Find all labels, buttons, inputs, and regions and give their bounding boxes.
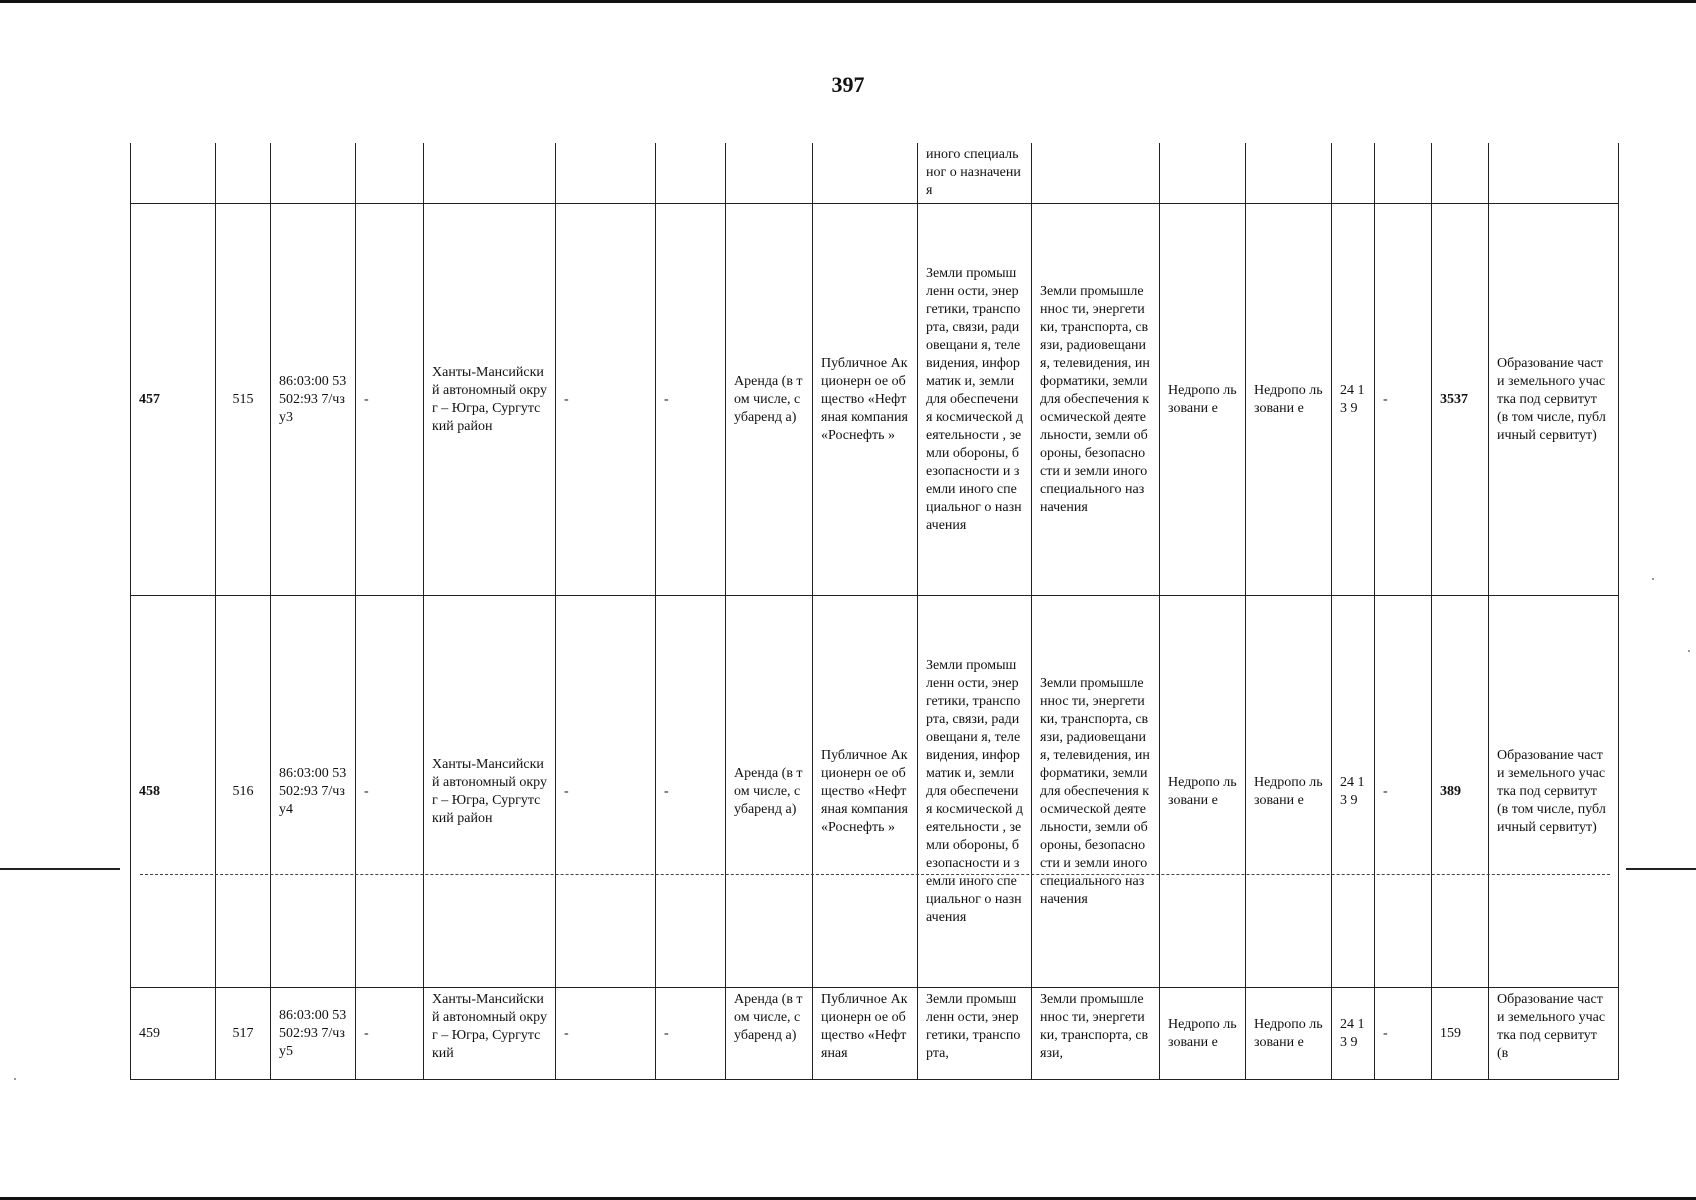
cell-num: 459 [131, 988, 216, 1080]
cell-category: Земли промышленн ости, энергетики, транспорта, связи, радиовещани я, телевидения, информатик и, земли для обеспечения космической деятельности , земли обороны, безопасности и земли иного специальног о назначения [918, 204, 1032, 596]
cell-c4: - [356, 988, 424, 1080]
cell-area: 159 [1432, 988, 1489, 1080]
cell-id: 517 [216, 988, 271, 1080]
cell-location: Ханты-Мансийский автономный округ – Югра, Сургутский район [424, 204, 556, 596]
cell-location: Ханты-Мансийский автономный округ – Югра, Сургутский [424, 988, 556, 1080]
cell-use2: Недропо льзовани е [1246, 988, 1332, 1080]
cell-right-type [726, 143, 813, 204]
cell-holder: Публичное Акционерн ое общество «Нефтяная компания «Роснефть » [813, 596, 918, 988]
cell-category2: Земли промышленнос ти, энергетики, транспорта, связи, радиовещания, телевидения, информатики, земли для обеспечения космической деятельности, земли обороны, безопасности и земли иного специального назначения [1032, 596, 1160, 988]
cell-c6: - [556, 596, 656, 988]
cell-location [424, 143, 556, 204]
land-plots-table [130, 143, 1619, 1080]
scan-speck [1688, 650, 1690, 652]
cell-num: 457 [131, 204, 216, 596]
cell-location: Ханты-Мансийский автономный округ – Югра, Сургутский район [424, 596, 556, 988]
cell-c14: 24 13 9 [1332, 988, 1375, 1080]
cell-num: 458 [131, 596, 216, 988]
cell-purpose [1489, 143, 1619, 204]
cell-c15: - [1375, 988, 1432, 1080]
cell-category2: Земли промышленнос ти, энергетики, транспорта, связи, [1032, 988, 1160, 1080]
cell-c15: - [1375, 204, 1432, 596]
cell-purpose: Образование части земельного участка под сервитут (в том числе, публичный сервитут) [1489, 596, 1619, 988]
cell-purpose: Образование части земельного участка под сервитут (в том числе, публичный сервитут) [1489, 204, 1619, 596]
cell-use1 [1160, 143, 1246, 204]
cell-c4: - [356, 204, 424, 596]
cell-holder: Публичное Акционерн ое общество «Нефтяная компания «Роснефть » [813, 204, 918, 596]
cell-c7: - [656, 988, 726, 1080]
cell-use1: Недропо льзовани е [1160, 596, 1246, 988]
cell-c14: 24 13 9 [1332, 204, 1375, 596]
cell-category: Земли промышленн ости, энергетики, транспорта, связи, радиовещани я, телевидения, информатик и, земли для обеспечения космической деятельности , земли обороны, безопасности и земли иного специальног о назначения [918, 596, 1032, 988]
cell-purpose: Образование части земельного участка под сервитут (в [1489, 988, 1619, 1080]
table-row [131, 204, 1619, 596]
cell-category: Земли промышленн ости, энергетики, транспорта, [918, 988, 1032, 1080]
cell-right-type: Аренда (в том числе, субаренд а) [726, 596, 813, 988]
cell-c6: - [556, 204, 656, 596]
cell-c4: - [356, 596, 424, 988]
cell-c7 [656, 143, 726, 204]
cell-right-type: Аренда (в том числе, субаренд а) [726, 204, 813, 596]
cell-c7: - [656, 204, 726, 596]
table-row [131, 988, 1619, 1080]
cell-c14 [1332, 143, 1375, 204]
cell-cadastral: 86:03:00 53502:93 7/чзу4 [271, 596, 356, 988]
table-row [131, 596, 1619, 988]
cell-num [131, 143, 216, 204]
cell-holder [813, 143, 918, 204]
cell-area: 389 [1432, 596, 1489, 988]
table-row [131, 143, 1619, 204]
cell-c6 [556, 143, 656, 204]
cell-category: иного специальног о назначения [918, 143, 1032, 204]
cell-use1: Недропо льзовани е [1160, 988, 1246, 1080]
scan-artifact-line [0, 868, 120, 870]
cell-cadastral: 86:03:00 53502:93 7/чзу5 [271, 988, 356, 1080]
cell-right-type: Аренда (в том числе, субаренд а) [726, 988, 813, 1080]
cell-use2: Недропо льзовани е [1246, 204, 1332, 596]
scan-artifact-line [1626, 868, 1696, 870]
scan-speck [1652, 578, 1654, 580]
cell-id: 515 [216, 204, 271, 596]
cell-c15: - [1375, 596, 1432, 988]
cell-c15 [1375, 143, 1432, 204]
cell-c14: 24 13 9 [1332, 596, 1375, 988]
scan-top-border [0, 0, 1696, 3]
cell-c6: - [556, 988, 656, 1080]
scan-artifact-dashed-line [140, 874, 1610, 876]
cell-cadastral: 86:03:00 53502:93 7/чзу3 [271, 204, 356, 596]
cell-cadastral [271, 143, 356, 204]
cell-holder: Публичное Акционерн ое общество «Нефтяная [813, 988, 918, 1080]
cell-id: 516 [216, 596, 271, 988]
page-number: 397 [831, 72, 865, 97]
cell-category2 [1032, 143, 1160, 204]
cell-use1: Недропо льзовани е [1160, 204, 1246, 596]
cell-c7: - [656, 596, 726, 988]
cell-c4 [356, 143, 424, 204]
cell-area [1432, 143, 1489, 204]
cell-id [216, 143, 271, 204]
cell-use2 [1246, 143, 1332, 204]
scan-speck [14, 1078, 16, 1080]
cell-category2: Земли промышленнос ти, энергетики, транспорта, связи, радиовещания, телевидения, информатики, земли для обеспечения космической деятельности, земли обороны, безопасности и земли иного специального назначения [1032, 204, 1160, 596]
cell-area: 3537 [1432, 204, 1489, 596]
cell-use2: Недропо льзовани е [1246, 596, 1332, 988]
